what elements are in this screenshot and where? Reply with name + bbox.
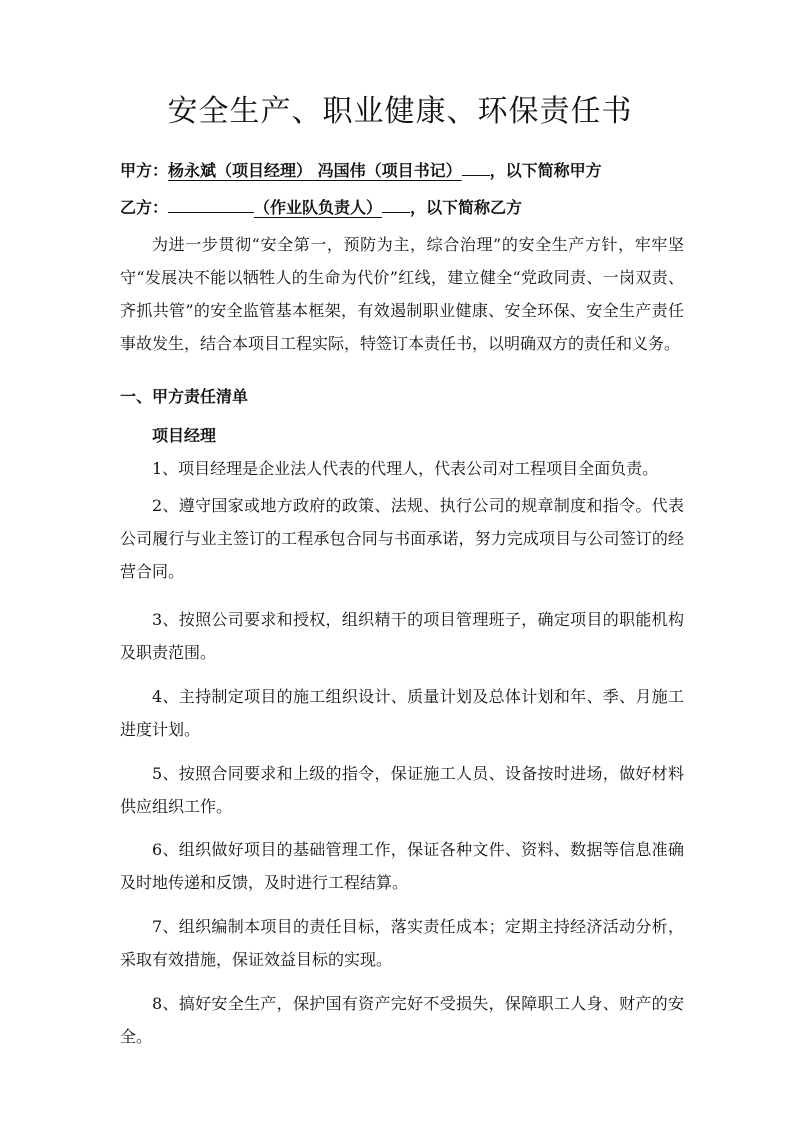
- section-heading: 一、甲方责任清单: [120, 387, 249, 406]
- party-b-suffix: ，以下简称乙方: [410, 198, 523, 217]
- party-a-line: [120, 158, 602, 181]
- party-b-blank-field: [168, 198, 254, 213]
- party-a-label: 甲方：: [120, 161, 169, 180]
- list-item: 2、遵守国家或地方政府的政策、法规、执行公司的规章制度和指令。代表公司履行与业主签订的工程承包合同与书面承诺，努力完成项目与公司签订的经营合同。: [120, 496, 684, 581]
- party-b-role: （作业队负责人）: [254, 198, 383, 217]
- list-item: 7、组织编制本项目的责任目标，落实责任成本；定期主持经济活动分析，采取有效措施，保证效益目标的实现。: [120, 917, 684, 969]
- party-a-suffix: ，以下简称甲方: [489, 161, 602, 180]
- party-a-underline-tail: [462, 161, 490, 176]
- list-item: 8、搞好安全生产，保护国有资产完好不受损失，保障职工人身、财产的安全。: [120, 994, 684, 1046]
- list-item: 1、项目经理是企业法人代表的代理人，代表公司对工程项目全面负责。: [152, 459, 659, 478]
- subsection-heading: 项目经理: [152, 426, 217, 445]
- list-item: 5、按照合同要求和上级的指令，保证施工人员、设备按时进场，做好材料供应组织工作。: [120, 764, 684, 816]
- party-b-line: [120, 195, 522, 218]
- intro-paragraph: 为进一步贯彻“安全第一，预防为主，综合治理”的安全生产方针，牢牢坚守“发展决不能以牺牲人的生命为代价”红线，建立健全“党政同责、一岗双责、齐抓共管”的安全监管基本框架，有效遏制职业健康、安全环保、安全生产责任事故发生，结合本项目工程实际，特签订本责任书，以明确双方的责任和义务。: [120, 235, 684, 353]
- list-item: 3、按照公司要求和授权，组织精干的项目管理班子，确定项目的职能机构及职责范围。: [120, 610, 684, 662]
- document-title: 安全生产、职业健康、环保责任书: [167, 94, 633, 129]
- party-b-label: 乙方：: [120, 198, 169, 217]
- list-item: 4、主持制定项目的施工组织设计、质量计划及总体计划和年、季、月施工进度计划。: [120, 687, 684, 739]
- party-a-names: 杨永斌（项目经理） 冯国伟（项目书记）: [168, 161, 462, 180]
- party-b-underline-tail: [382, 198, 410, 213]
- list-item: 6、组织做好项目的基础管理工作，保证各种文件、资料、数据等信息准确及时地传递和反馈，及时进行工程结算。: [120, 840, 684, 892]
